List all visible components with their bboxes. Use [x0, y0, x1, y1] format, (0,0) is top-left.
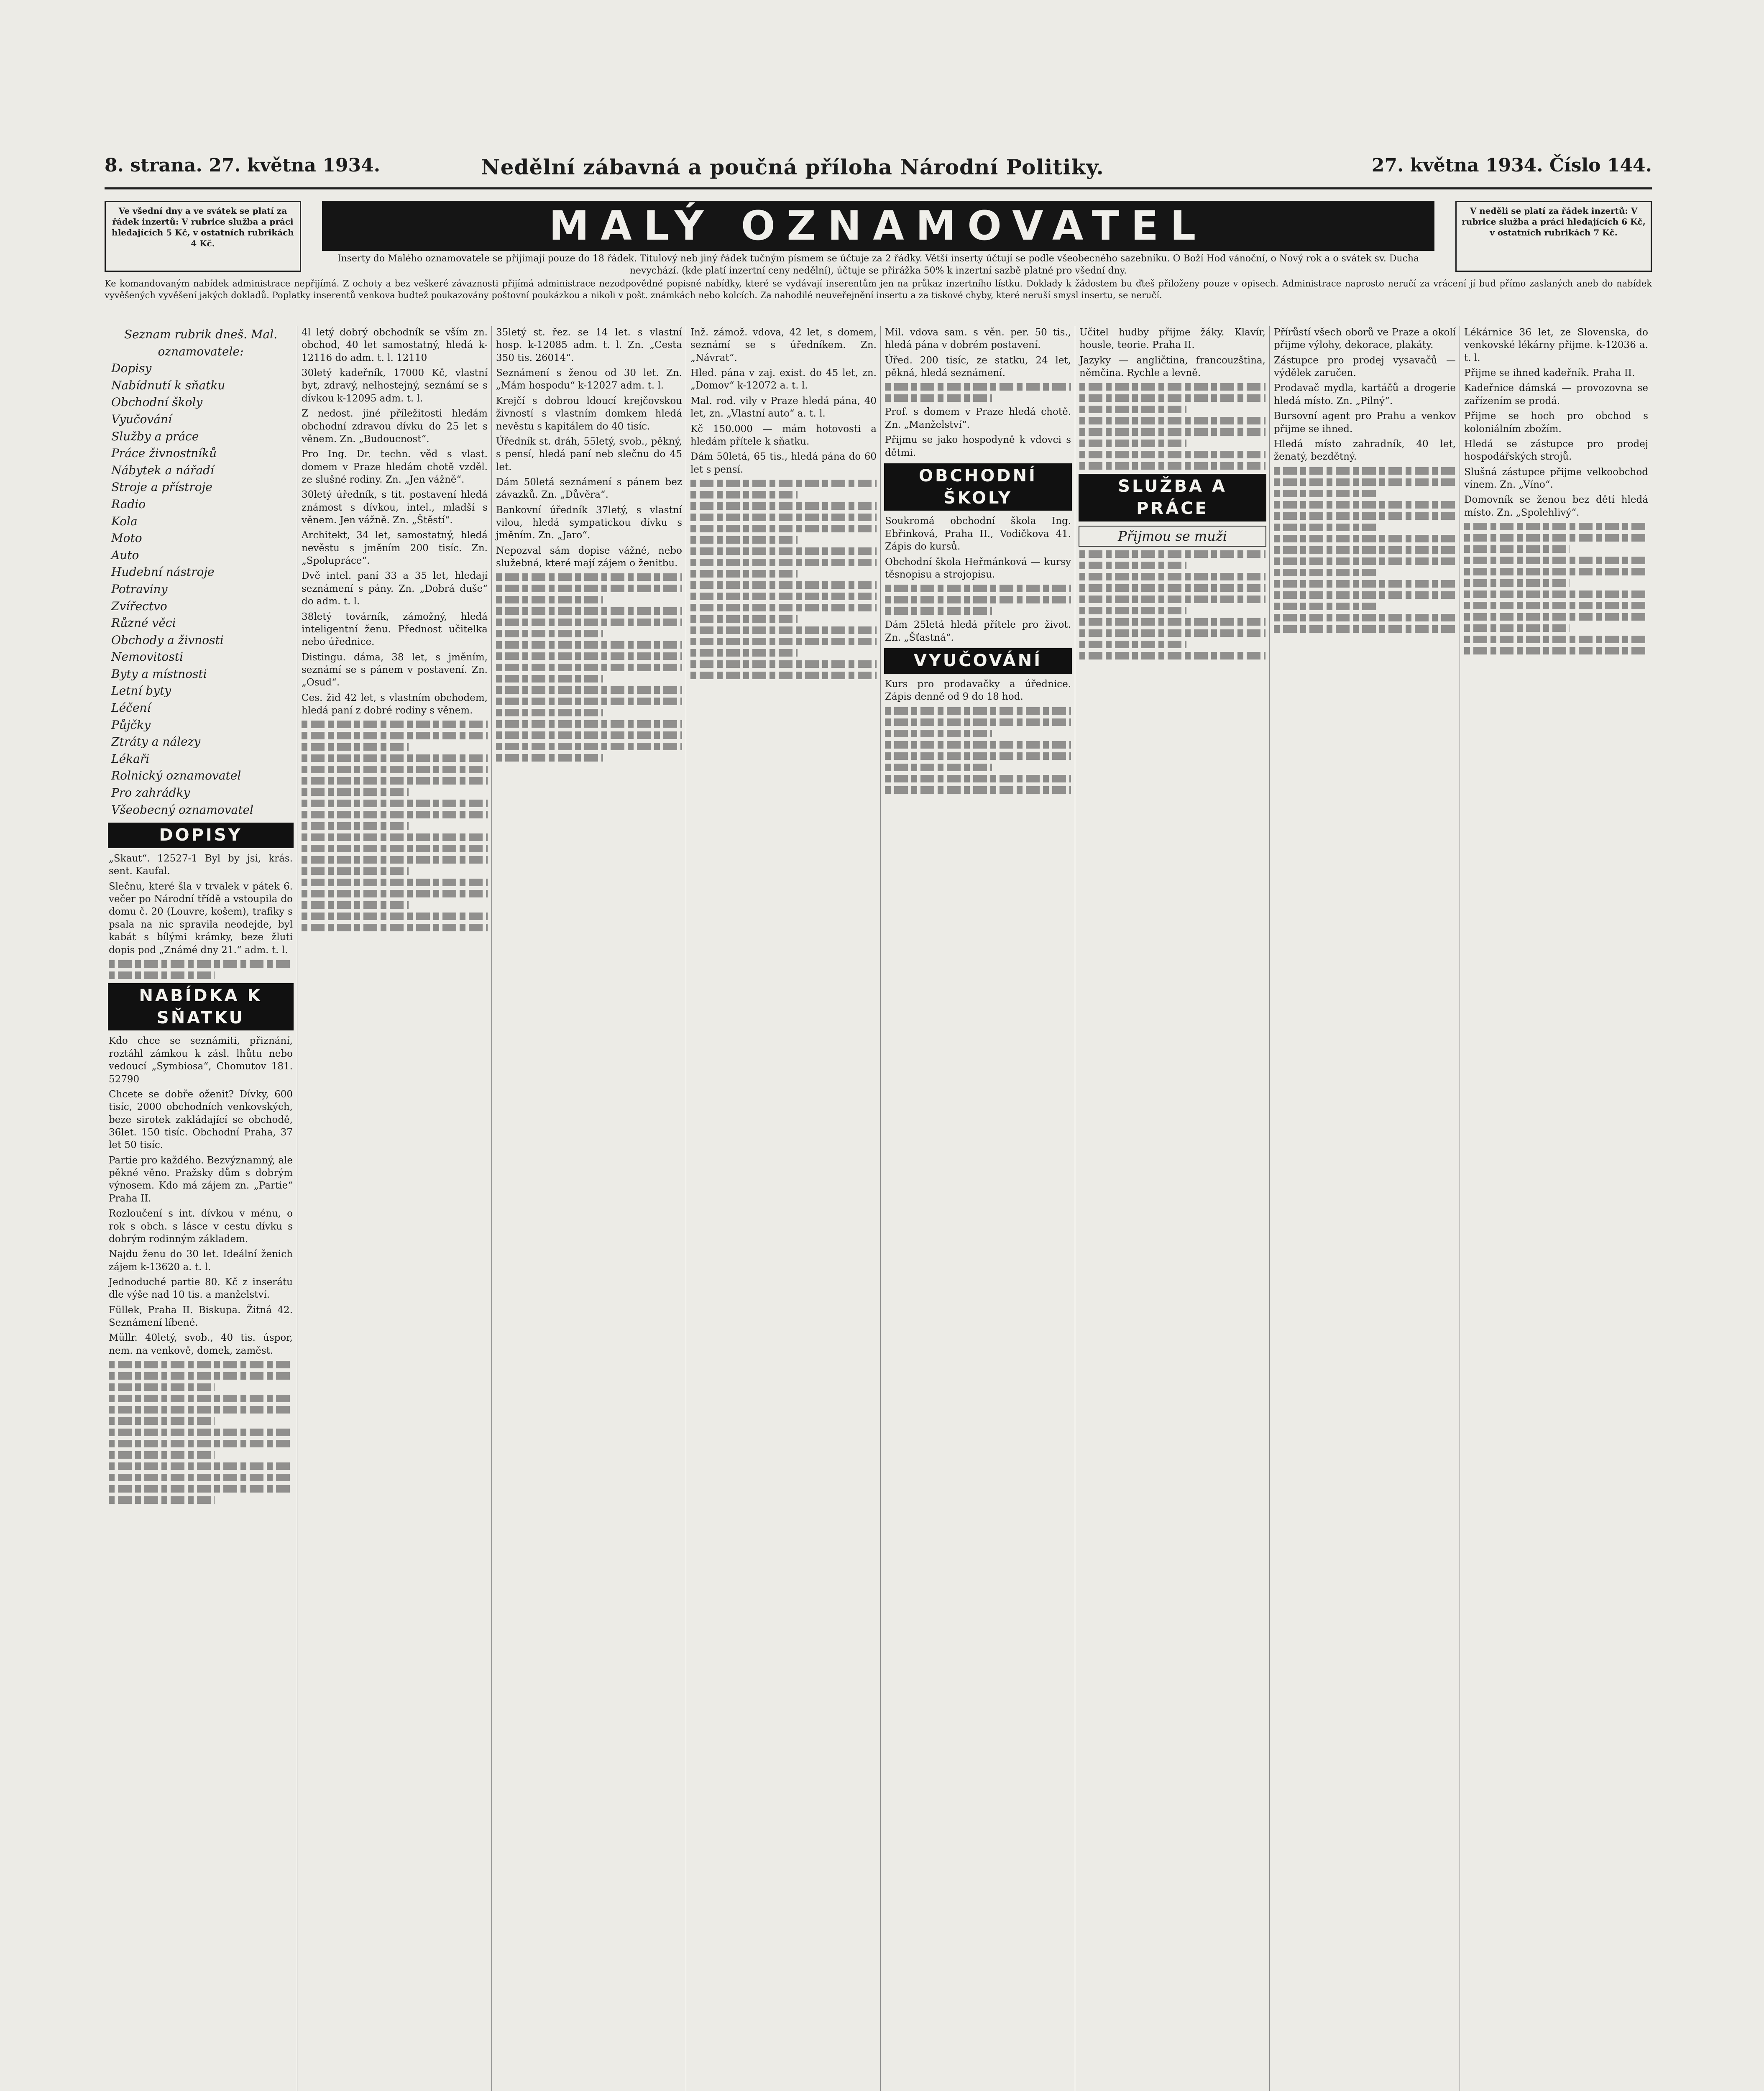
classified-ad: Lékárnice 36 let, ze Slovenska, do venkovské lékárny přijme. k-12036 a. t. l.	[1464, 327, 1648, 363]
illegible-text	[1079, 394, 1265, 402]
running-head	[105, 155, 1652, 192]
rubric-item: Potraviny	[111, 582, 168, 596]
section-header-snatku: NABÍDKA K SŇATKU	[108, 983, 294, 1031]
illegible-text	[1274, 546, 1456, 554]
rubric-item: Auto	[111, 548, 139, 562]
illegible-text	[496, 698, 682, 705]
illegible-text	[302, 766, 488, 773]
rubric-item: Zvířectvo	[111, 599, 167, 613]
column-5	[880, 326, 1075, 2091]
illegible-text	[1274, 625, 1456, 633]
column-8	[1460, 326, 1652, 2091]
classified-ad: Dám 50letá seznámení s pánem bez závazků. Zn. „Důvěra“.	[496, 476, 682, 501]
illegible-text	[885, 607, 992, 615]
rubric-item: Ztráty a nálezy	[111, 735, 201, 749]
rubric-item: Všeobecný oznamovatel	[111, 803, 253, 817]
classified-ad: Chcete se dobře oženit? Dívky, 600 tisíc, 2000 obchodních venkovských, beze sirotek zakládající se obchodě, 36let. 150 tisíc. Obchodní Praha, 37 let 50 tisíc.	[109, 1089, 293, 1151]
classified-ad: Přijmu se jako hospodyně k vdovci s dětmi.	[885, 435, 1071, 458]
illegible-text	[1464, 568, 1648, 575]
illegible-text	[302, 743, 409, 751]
classified-ad: Ces. žid 42 let, s vlastním obchodem, hledá paní z dobré rodiny s věnem.	[302, 692, 488, 716]
header-band	[105, 201, 1652, 314]
illegible-text	[1274, 524, 1378, 531]
illegible-text	[109, 1395, 293, 1402]
illegible-text	[1079, 428, 1265, 436]
illegible-text	[1274, 501, 1456, 509]
illegible-text	[885, 707, 1071, 715]
section-header-vyucovani: VYUČOVÁNÍ	[884, 648, 1072, 674]
illegible-text	[496, 641, 682, 649]
rubric-item: Nábytek a nářadí	[111, 463, 214, 477]
illegible-text	[690, 502, 877, 510]
illegible-text	[109, 1406, 293, 1414]
illegible-text	[302, 867, 409, 875]
illegible-text	[1079, 462, 1265, 470]
rubric-item: Léčení	[111, 701, 151, 715]
illegible-text	[1274, 580, 1456, 588]
illegible-text	[1079, 641, 1186, 648]
classified-ad: Zástupce pro prodej vysavačů — výdělek zaručen.	[1274, 355, 1456, 379]
classified-ad: Rozloučení s int. dívkou v ménu, o rok s obch. s lásce v cestu dívku s dobrým rodinným základem.	[109, 1208, 293, 1245]
classified-ad: Přijme se ihned kadeřník. Praha II.	[1464, 368, 1635, 379]
classified-ad: Müllr. 40letý, svob., 40 tis. úspor, nem. na venkově, domek, zaměst.	[109, 1332, 293, 1356]
column-3	[491, 326, 686, 2091]
classified-ad: Hled. pána v zaj. exist. do 45 let, zn. „Domov“ k-12072 a. t. l.	[690, 368, 877, 391]
classified-ad: Přírůstí všech oborů ve Praze a okolí přijme výlohy, dekorace, plakáty.	[1274, 327, 1456, 351]
illegible-text	[885, 718, 1071, 726]
illegible-text	[1274, 603, 1378, 610]
illegible-text	[302, 890, 488, 897]
classified-ad: 35letý st. řez. se 14 let. s vlastní hosp. k-12085 adm. t. l. Zn. „Cesta 350 tis. 26014“.	[496, 327, 682, 363]
illegible-text	[1079, 440, 1186, 447]
classified-ad: Hledá místo zahradník, 40 let, ženatý, bezdětný.	[1274, 438, 1456, 463]
illegible-text	[109, 1474, 293, 1481]
illegible-text	[109, 1383, 215, 1391]
illegible-text	[496, 607, 682, 615]
illegible-text	[1464, 523, 1648, 530]
illegible-text	[302, 901, 409, 909]
illegible-text	[496, 743, 682, 750]
illegible-text	[1464, 647, 1648, 654]
rubric-item: Kola	[111, 514, 138, 528]
illegible-text	[690, 604, 877, 611]
classified-ad: Prof. s domem v Praze hledá chotě. Zn. „Manželství“.	[885, 406, 1071, 430]
classified-ad: Mal. rod. vily v Praze hledá pána, 40 let, zn. „Vlastní auto“ a. t. l.	[690, 395, 877, 419]
illegible-text	[496, 585, 682, 592]
illegible-text	[302, 777, 488, 785]
classified-ad: Inž. zámož. vdova, 42 let, s domem, seznámí se s úředníkem. Zn. „Návrat“.	[690, 327, 877, 363]
classified-ad: Partie pro každého. Bezvýznamný, ale pěkné věno. Pražsky dům s dobrým výnosem. Kdo má zájem zn. „Partie“ Praha II.	[109, 1155, 293, 1204]
classified-ad: Slečnu, které šla v trvalek v pátek 6. večer po Národní třídě a vstoupila do domu č. 20 (Louvre, košem), trafiky s psala na nic spravila neodejde, byl kabát s bílými krámky, beze žluti dopis pod „Známé dny 21.“ adm. t. l.	[109, 881, 293, 956]
classified-ad: Prodavač mydla, kartáčů a drogerie hledá místo. Zn. „Pilný“.	[1274, 383, 1456, 406]
illegible-text	[302, 845, 488, 852]
illegible-text	[690, 525, 877, 532]
classified-ad: Seznámení s ženou od 30 let. Zn. „Mám hospodu“ k-12027 adm. t. l.	[496, 368, 682, 391]
illegible-text	[1274, 557, 1456, 565]
classified-ad: Kdo chce se seznámiti, přiznání, roztáhl zámkou k zásl. lhůtu nebo vedoucí „Symbiosa“, Chomutov 181. 52790	[109, 1035, 293, 1085]
illegible-text	[1274, 535, 1456, 542]
illegible-text	[885, 775, 1071, 782]
rubric-item: Byty a místnosti	[111, 667, 207, 681]
illegible-text	[496, 686, 682, 694]
illegible-text	[302, 754, 488, 762]
illegible-text	[1079, 417, 1265, 424]
illegible-text	[302, 732, 488, 739]
sunday-rates-box: V neděli se platí za řádek inzertů: V rubrice služba a práci hledajících 6 Kč, v ostatních rubrikách 7 Kč.	[1455, 201, 1652, 272]
rubric-item: Radio	[111, 497, 146, 511]
classified-ad: Soukromá obchodní škola Ing. Ebřinková, Praha II., Vodičkova 41. Zápis do kursů.	[885, 516, 1071, 552]
illegible-text	[1079, 584, 1265, 592]
administration-notice: Ke komandovaným nabídek administrace nepřijímá. Z ochoty a bez veškeré závaznosti přijímá administrace nezodpovědné popisné nabídky, které se vydávají inserentům jen na průkaz inzertního lístku. Doklady k žádostem bu ďteš přiloženy pouze v opisech. Administrace naprosto neručí za vrácení jí bud přímo zaslaných aneb do nabídek vyvěšených vyvěšení jakých dokladů. Poplatky inserentů venkova budtež poukazovány poštovní poukázkou a nikoli v pošt. známkách nebo kolcích. Za nahodilé neuveřejnění insertu a za tiskové chyby, které neruší smysl insertu, se neručí.	[105, 279, 1652, 300]
running-head-title: Nedělní zábavná a poučná příloha Národní Politiky.	[481, 155, 1104, 179]
rubric-item: Pro zahrádky	[111, 786, 190, 800]
classified-ad: Přijme se hoch pro obchod s koloniálním zbožím.	[1464, 411, 1648, 435]
illegible-text	[885, 596, 1071, 603]
illegible-text	[1274, 512, 1456, 520]
illegible-text	[302, 788, 409, 796]
rubric-item: Vyučování	[111, 412, 172, 426]
illegible-text	[690, 547, 877, 555]
illegible-text	[496, 573, 682, 581]
illegible-text	[1079, 629, 1265, 637]
ad-columns	[105, 326, 1652, 2091]
head-rule	[105, 187, 1652, 189]
illegible-text	[885, 585, 1071, 592]
illegible-text	[1079, 652, 1265, 660]
illegible-text	[496, 720, 682, 728]
classified-ad: Pro Ing. Dr. techn. věd s vlast. domem v Praze hledám chotě vzděl. ze slušné rodiny. Zn. „Jen vážně“.	[302, 449, 488, 485]
classified-ad: Úřed. 200 tisíc, ze statku, 24 let, pěkná, hledá seznámení.	[885, 355, 1071, 379]
illegible-text	[690, 649, 798, 657]
classified-ad: 4l letý dobrý obchodník se vším zn. obchod, 40 let samostatný, hledá k-12116 do adm. t. l. 12110	[302, 327, 488, 363]
illegible-text	[302, 800, 488, 807]
illegible-text	[496, 731, 682, 739]
classified-ad: Domovník se ženou bez dětí hledá místo. Zn. „Spolehlivý“.	[1464, 494, 1648, 518]
rubric-item: Různé věci	[111, 616, 176, 630]
column-6	[1075, 326, 1270, 2091]
illegible-text	[109, 1440, 293, 1447]
rubric-item: Obchody a živnosti	[111, 633, 224, 647]
illegible-text	[690, 514, 877, 521]
illegible-text	[496, 664, 682, 671]
illegible-text	[690, 615, 798, 623]
rubric-item: Lékaři	[111, 752, 150, 766]
running-head-issue: 27. května 1934. Číslo 144.	[1371, 155, 1652, 176]
running-head-date: 8. strana. 27. května 1934.	[105, 155, 381, 176]
illegible-text	[1274, 591, 1456, 599]
classified-ad: Architekt, 34 let, samostatný, hledá nevěstu s jměním 200 tisíc. Zn. „Spolupráce“.	[302, 530, 488, 567]
illegible-text	[109, 971, 215, 979]
banner-subtext: Inserty do Malého oznamovatele se přijímají pouze do 18 řádek. Titulový neb jiný řádek tučným písmem se účtuje za 2 řádky. Větší inserty účtují se podle všeobecného sazebníku. O Boží Hod vánoční, o Nový rok a o svátek sv. Ducha nevychází. (kde platí inzertní ceny nedělní), účtuje se přirážka 50% k inzertní sazbě platné pro všední dny.	[337, 253, 1419, 276]
illegible-text	[1464, 636, 1648, 643]
weekday-rates-box: Ve všední dny a ve svátek se platí za řádek inzertů: V rubrice služba a práci hledajících 5 Kč, v ostatních rubrikách 4 Kč.	[105, 201, 301, 272]
illegible-text	[302, 833, 488, 841]
illegible-text	[1079, 406, 1186, 413]
classified-ad: Hledá se zástupce pro prodej hospodářských strojů.	[1464, 438, 1648, 463]
illegible-text	[1464, 613, 1648, 621]
illegible-text	[1079, 383, 1265, 391]
illegible-text	[1274, 490, 1378, 497]
section-header-sluzba: SLUŽBA A PRÁCE	[1079, 474, 1266, 521]
rubric-item: Obchodní školy	[111, 395, 203, 409]
illegible-text	[1079, 550, 1265, 558]
classified-ad: 38letý továrník, zámožný, hledá inteligentní ženu. Přednost učitelka nebo úřednice.	[302, 611, 488, 648]
section-header-skoly: OBCHODNÍ ŠKOLY	[884, 463, 1072, 511]
illegible-text	[496, 709, 603, 716]
classified-ad: Obchodní škola Heřmánková — kursy těsnopisu a strojopisu.	[885, 556, 1071, 580]
illegible-text	[1464, 545, 1570, 553]
illegible-text	[1464, 579, 1570, 587]
newspaper-page	[105, 138, 1652, 2091]
rubric-item: Půjčky	[111, 718, 151, 732]
column-1	[105, 326, 297, 2091]
classified-ad: Jednoduché partie 80. Kč z inserátu dle výše nad 10 tis. a manželství.	[109, 1276, 293, 1301]
illegible-text	[302, 811, 488, 818]
illegible-text	[690, 581, 877, 589]
illegible-text	[1274, 569, 1378, 576]
illegible-text	[496, 675, 603, 683]
rubric-item: Nabídnutí k sňatku	[111, 378, 225, 392]
illegible-text	[109, 1372, 293, 1380]
rubric-item: Moto	[111, 531, 142, 545]
classified-ad: Distingu. dáma, 38 let, s jměním, seznámí se s pánem v postavení. Zn. „Osud“.	[302, 652, 488, 688]
illegible-text	[1464, 557, 1648, 564]
illegible-text	[109, 1361, 293, 1368]
illegible-text	[885, 741, 1071, 749]
illegible-text	[302, 721, 488, 728]
section-header-dopisy: DOPISY	[108, 823, 294, 848]
illegible-text	[690, 559, 877, 566]
illegible-text	[1079, 562, 1186, 569]
illegible-text	[1274, 467, 1456, 475]
rubric-item: Dopisy	[111, 361, 152, 376]
classified-ad: Z nedost. jiné příležitosti hledám obchodní zdravou dívku do 25 let s věnem. Zn. „Budoucnost“.	[302, 408, 488, 445]
classified-ad: Nepozval sám dopise vážné, nebo služebná, které mají zájem o ženitbu.	[496, 545, 682, 569]
classified-ad: Füllek, Praha II. Biskupa. Žitná 42. Seznámení líbené.	[109, 1304, 293, 1329]
classified-ad: Učitel hudby přijme žáky. Klavír, housle, teorie. Praha II.	[1079, 327, 1265, 351]
illegible-text	[1079, 618, 1265, 626]
classified-ad: Bankovní úředník 37letý, s vlastní vilou, hledá sympatickou dívku s jměním. Zn. „Jaro“.	[496, 504, 682, 541]
rubric-index	[105, 326, 297, 818]
illegible-text	[690, 626, 877, 634]
illegible-text	[885, 730, 992, 737]
illegible-text	[885, 752, 1071, 760]
illegible-text	[690, 570, 798, 578]
illegible-text	[302, 856, 488, 864]
classified-ad: Slušná zástupce přijme velkoobchod vínem. Zn. „Víno“.	[1464, 466, 1648, 490]
illegible-text	[109, 1485, 293, 1493]
classified-ad: Kč 150.000 — mám hotovosti a hledám přítele k sňatku.	[690, 423, 877, 447]
rubric-item: Hudební nástroje	[111, 565, 215, 579]
illegible-text	[1464, 534, 1648, 542]
illegible-text	[1464, 590, 1648, 598]
illegible-text	[690, 491, 798, 498]
classified-ad: Bursovní agent pro Prahu a venkov přijme se ihned.	[1274, 411, 1456, 435]
classified-ad: Dám 25letá hledá přítele pro život. Zn. „Šťastná“.	[885, 619, 1071, 643]
illegible-text	[109, 1496, 215, 1504]
illegible-text	[109, 1451, 215, 1459]
illegible-text	[1274, 478, 1456, 486]
illegible-text	[302, 913, 488, 920]
illegible-text	[109, 1417, 215, 1425]
rubric-item: Služby a práce	[111, 429, 199, 443]
classified-ad: Jazyky — angličtina, francouzština, němčina. Rychle a levně.	[1079, 355, 1265, 379]
illegible-text	[496, 619, 682, 626]
illegible-text	[1079, 607, 1186, 614]
rubric-index-title: Seznam rubrik dneš. Mal. oznamovatele:	[124, 327, 278, 358]
section-banner: MALÝ OZNAMOVATEL	[322, 201, 1434, 251]
classified-ad: Najdu ženu do 30 let. Ideální ženich zájem k-13620 a. t. l.	[109, 1249, 293, 1273]
illegible-text	[690, 672, 877, 679]
column-2	[297, 326, 492, 2091]
section-subheader-muzi: Přijmou se muži	[1079, 526, 1266, 547]
illegible-text	[1274, 614, 1456, 621]
classified-ad: Úředník st. dráh, 55letý, svob., pěkný, s pensí, hledá paní neb slečnu do 45 let.	[496, 436, 682, 473]
classified-ad: Mil. vdova sam. s věn. per. 50 tis., hledá pána v dobrém postavení.	[885, 327, 1071, 351]
classified-ad: Dvě intel. paní 33 a 35 let, hledají seznámení s pány. Zn. „Dobrá duše“ do adm. t. l.	[302, 570, 488, 607]
illegible-text	[1464, 624, 1570, 632]
rubric-item: Stroje a přístroje	[111, 480, 212, 494]
column-7	[1269, 326, 1460, 2091]
illegible-text	[690, 536, 798, 544]
illegible-text	[1079, 451, 1265, 458]
illegible-text	[690, 480, 877, 487]
illegible-text	[1464, 602, 1648, 609]
classified-ad: 30letý úředník, s tit. postavení hledá známost s dívkou, intel., mladší s věnem. Jen vážně. Zn. „Štěstí“.	[302, 489, 488, 526]
illegible-text	[690, 660, 877, 668]
classified-ad: 30letý kadeřník, 17000 Kč, vlastní byt, zdravý, nelhostejný, seznámí se s dívkou k-12095 adm. t. l.	[302, 368, 488, 404]
illegible-text	[302, 924, 488, 931]
rubric-item: Nemovitosti	[111, 650, 183, 664]
illegible-text	[109, 1429, 293, 1436]
illegible-text	[885, 394, 992, 402]
illegible-text	[109, 1462, 293, 1470]
illegible-text	[885, 786, 1071, 794]
rubric-item: Letní byty	[111, 684, 171, 698]
rubric-item: Rolnický oznamovatel	[111, 769, 241, 783]
illegible-text	[690, 593, 877, 600]
classified-ad: Krejčí s dobrou ldoucí krejčovskou živností s vlastním domkem hledá nevěstu s kapitálem do 40 tisíc.	[496, 395, 682, 432]
illegible-text	[690, 638, 877, 645]
illegible-text	[302, 822, 409, 830]
classified-ad: Kurs pro prodavačky a úřednice. Zápis denně od 9 do 18 hod.	[885, 678, 1071, 703]
illegible-text	[496, 652, 682, 660]
illegible-text	[1079, 596, 1265, 603]
illegible-text	[1079, 573, 1265, 580]
illegible-text	[496, 596, 603, 603]
illegible-text	[885, 383, 1071, 391]
illegible-text	[496, 630, 603, 637]
illegible-text	[885, 764, 992, 771]
illegible-text	[302, 879, 488, 886]
illegible-text	[496, 754, 603, 762]
classified-ad: Kadeřnice dámská — provozovna se zařízením se prodá.	[1464, 383, 1648, 406]
classified-ad: Dám 50letá, 65 tis., hledá pána do 60 let s pensí.	[690, 451, 877, 475]
classified-ad: „Skaut“. 12527-1 Byl by jsi, krás. sent. Kaufal.	[109, 853, 293, 877]
column-4	[686, 326, 881, 2091]
illegible-text	[109, 960, 293, 968]
rubric-item: Práce živnostníků	[111, 446, 217, 460]
